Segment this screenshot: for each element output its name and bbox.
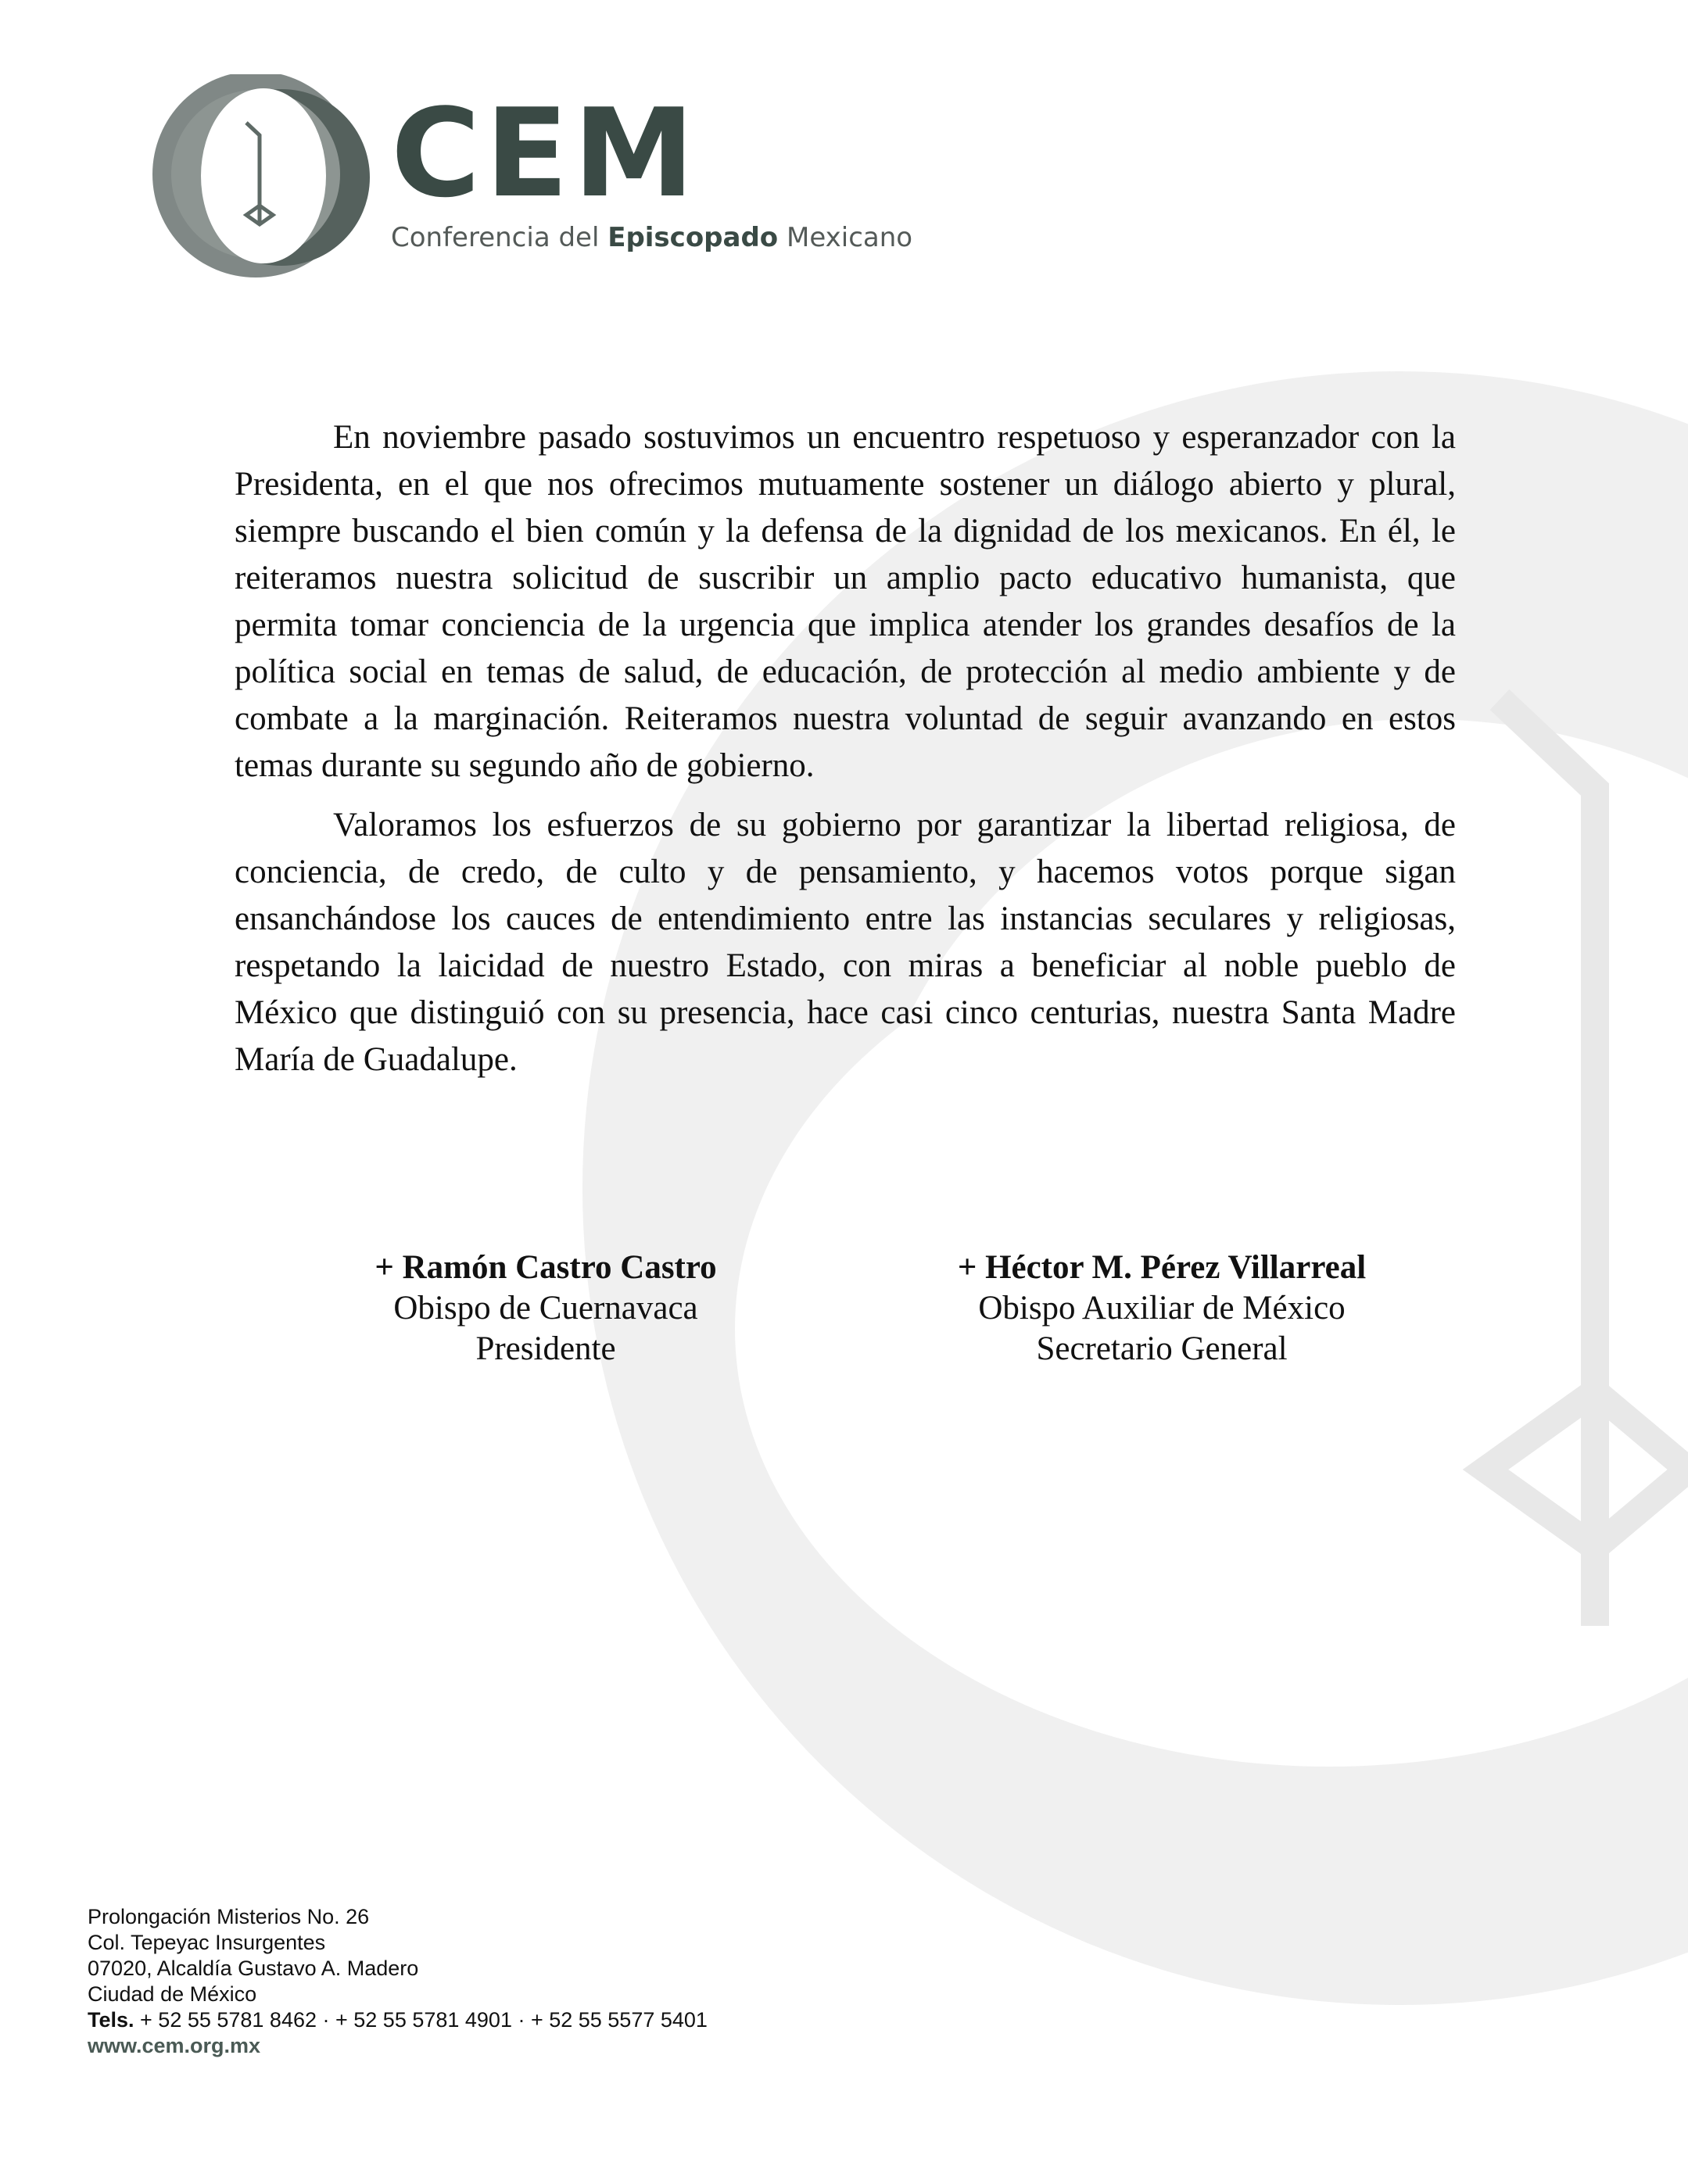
address-line: Col. Tepeyac Insurgentes [88,1931,326,1954]
signature-name: + Ramón Castro Castro [375,1249,717,1286]
phone-label: Tels. [88,2008,134,2032]
signature-role: Obispo Auxiliar de México [978,1290,1346,1327]
signature-block-president [272,1248,819,1369]
signature-role: Obispo de Cuernavaca [393,1290,698,1327]
brand-name: CEM [391,82,700,224]
letter-body [235,414,1456,1096]
phone-line [88,2007,708,2033]
cem-logo-icon [152,74,371,281]
brand-subtitle-start: Conferencia del [391,222,608,253]
brand-subtitle-end: Mexicano [778,222,913,253]
paragraph-2: Valoramos los esfuerzos de su gobierno por garantizar la libertad religiosa, de conciencia, de credo, de culto y de pensamiento, y hacemos votos porque sigan ensanchándose los cauces de entendimiento entre las instancias seculares y religiosas, respetando la laicidad de nuestro Estado, con miras a beneficiar al noble pueblo de México que distinguió con su presencia, hace casi cinco centurias, nuestra Santa Madre María de Guadalupe. [235,807,1456,1078]
website-link[interactable]: www.cem.org.mx [88,2034,261,2057]
paragraph-1: En noviembre pasado sostuvimos un encuentro respetuoso y esperanzador con la Presidenta, en el que nos ofrecimos mutuamente sostener un diálogo abierto y plural, siempre buscando el bien común y la defensa de la dignidad de los mexicanos. En él, le reiteramos nuestra solicitud de suscribir un amplio pacto educativo humanista, que permita tomar conciencia de la urgencia que implica atender los grandes desafíos de la política social en temas de salud, de educación, de protección al medio ambiente y de combate a la marginación. Reiteramos nuestra voluntad de seguir avanzando en estos temas durante su segundo año de gobierno. [235,419,1456,784]
footer-address [88,1904,708,2059]
address-line: Ciudad de México [88,1982,257,2006]
brand-subtitle [391,222,912,253]
signature-block-secretary [888,1248,1435,1369]
address-line: Prolongación Misterios No. 26 [88,1905,370,1928]
signature-position: Secretario General [1036,1330,1288,1367]
brand-block [391,82,913,253]
address-line: 07020, Alcaldía Gustavo A. Madero [88,1957,419,1980]
phone-numbers: + 52 55 5781 8462 · + 52 55 5781 4901 · + 52 55 5577 5401 [134,2008,708,2032]
signature-name: + Héctor M. Pérez Villarreal [957,1249,1367,1286]
brand-subtitle-bold: Episcopado [607,222,779,253]
signature-position: Presidente [475,1330,616,1367]
